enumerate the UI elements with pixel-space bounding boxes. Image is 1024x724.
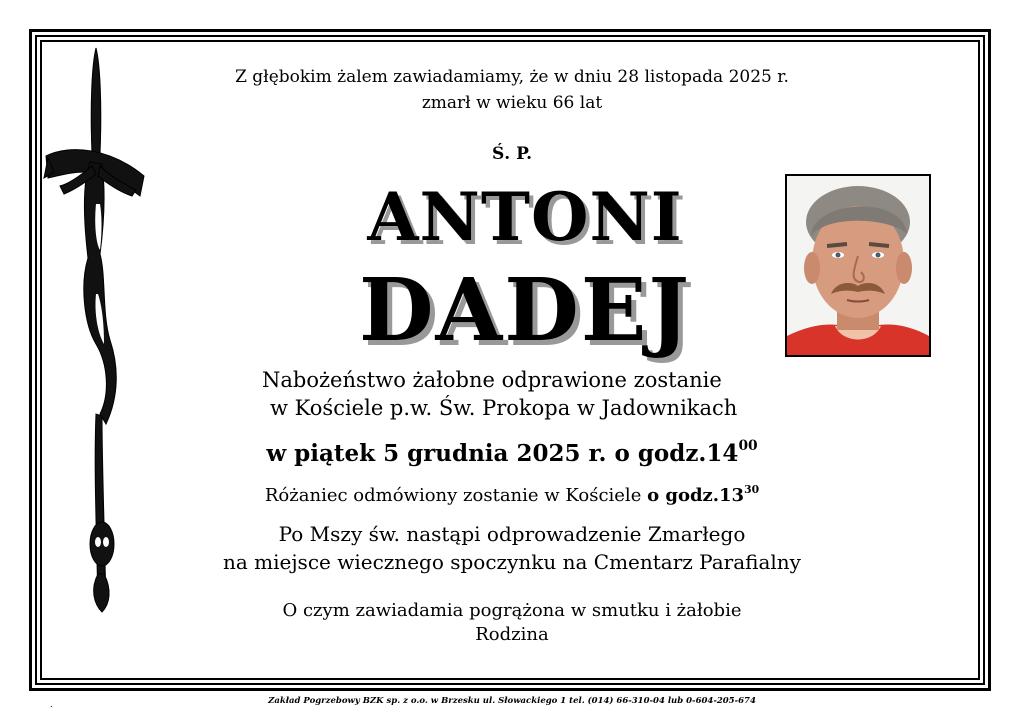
deceased-first-name: ANTONI — [367, 178, 683, 256]
footer-dot: . — [50, 700, 53, 709]
rosary-time-minutes: 30 — [744, 483, 760, 496]
service-line-1: Nabożeństwo żałobne odprawione zostanie — [262, 368, 722, 392]
portrait-photo — [785, 174, 931, 357]
intro-line-2: zmarł w wieku 66 lat — [421, 93, 603, 113]
announcement-intro — [0, 64, 1024, 116]
service-line-2: w Kościele p.w. Św. Prokopa w Jadownikach — [270, 396, 738, 420]
portrait-illustration — [787, 176, 929, 355]
intro-line-1: Z głębokim żalem zawiadamiamy, że w dniu 28 listopada 2025 r. — [235, 67, 789, 87]
family-signature: Rodzina — [475, 624, 549, 645]
service-date — [0, 440, 1024, 467]
funeral-home-footer: Zakład Pogrzebowy BZK sp. z o.o. w Brzesku ul. Słowackiego 1 tel. (014) 66-310-04 lub 0-604-205-674 — [268, 696, 756, 706]
honorific: Ś. P. — [491, 144, 532, 164]
rosary-info — [0, 485, 1024, 506]
rosary-text: Różaniec odmówiony zostanie w Kościele — [264, 485, 642, 506]
after-mass-line-2: na miejsce wiecznego spoczynku na Cmentarz Parafialny — [223, 550, 801, 574]
deceased-last-name: DADEJ — [358, 260, 692, 361]
service-date-text: w piątek 5 grudnia 2025 r. o godz.14 — [266, 440, 739, 467]
after-mass-line-1: Po Mszy św. nastąpi odprowadzenie Zmarłego — [278, 522, 746, 546]
service-date-minutes: 00 — [738, 438, 758, 454]
family-line-1: O czym zawiadamia pogrążona w smutku i żałobie — [282, 600, 742, 621]
rosary-time: o godz.13 — [647, 485, 745, 506]
